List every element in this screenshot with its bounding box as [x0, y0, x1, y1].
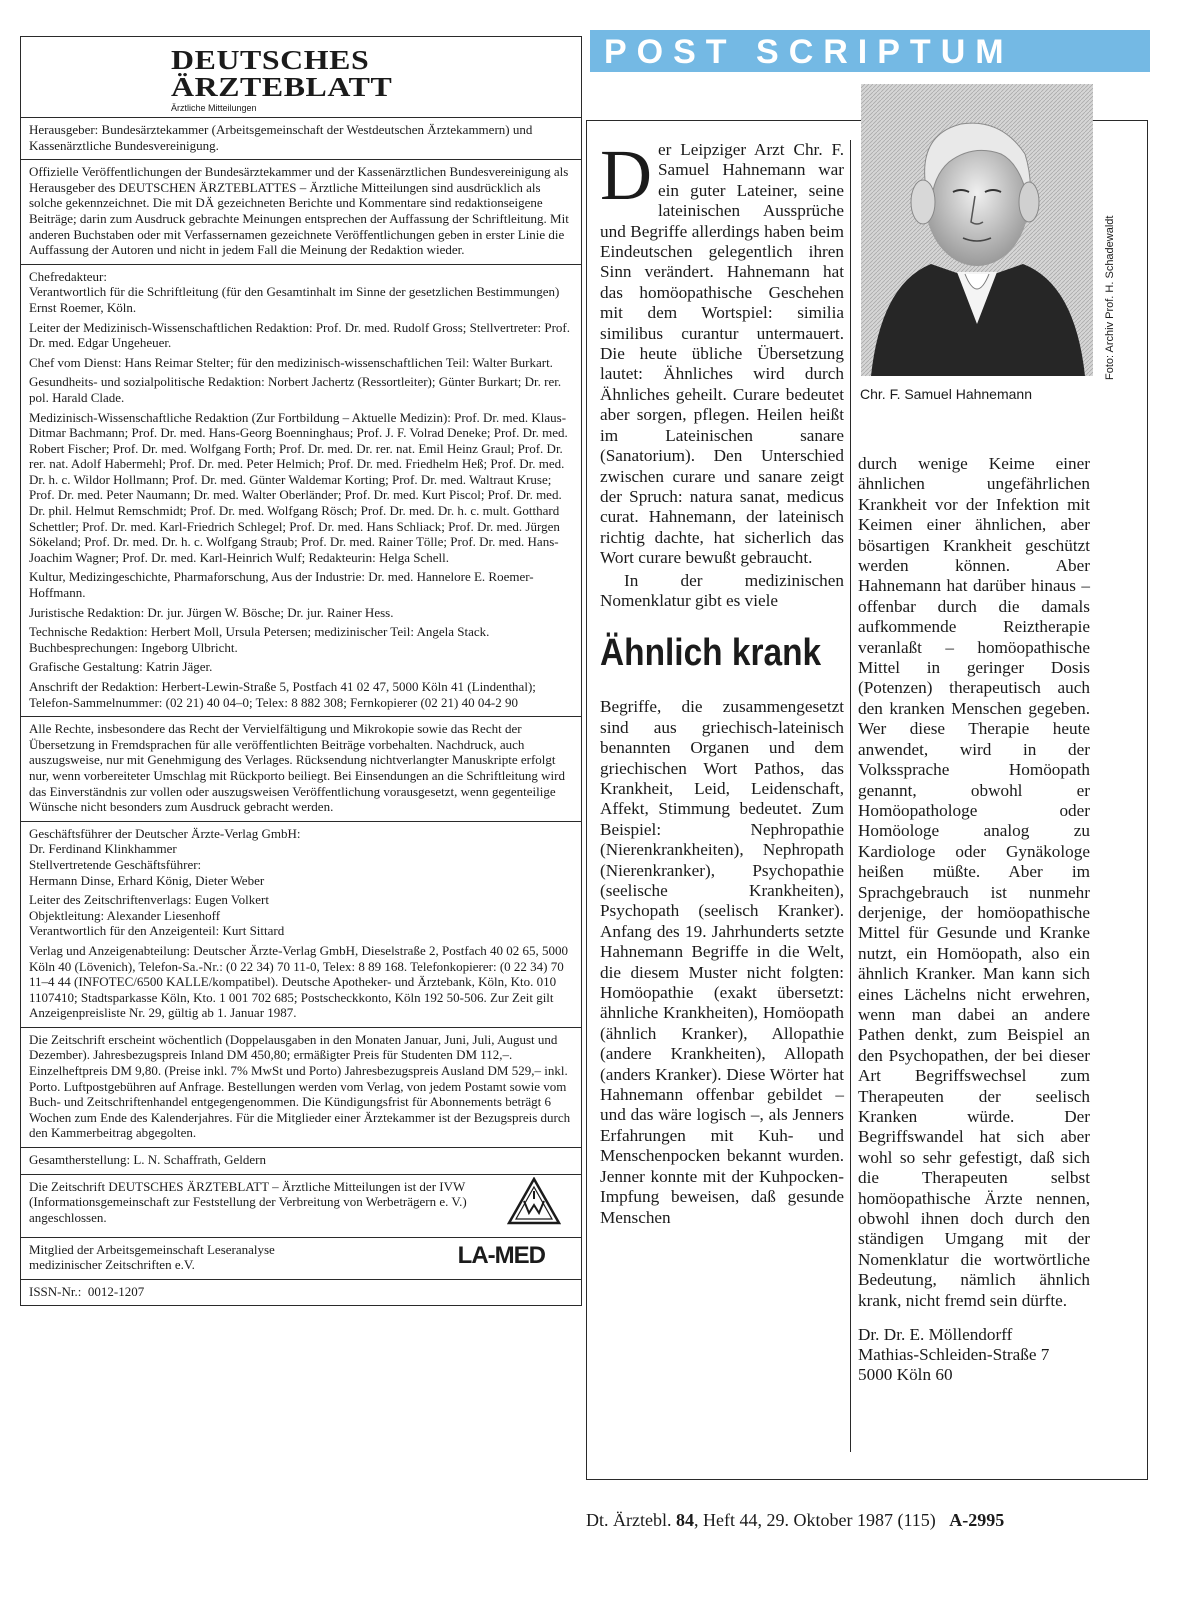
verlag-line: Hermann Dinse, Erhard König, Dieter Weber [29, 872, 265, 888]
author-block [858, 1325, 1090, 1385]
article-paragraph [600, 135, 844, 569]
article-lead-text: er Leipziger Arzt Chr. F. Samuel Hahnemann war ein guter Lateiner, seine lateinischen Aussprüche und Begriffe allerdings haben beim Eindeutschen gelegentlich ihren Sinn verändert. Hahnemann hat das homöopathische Geschehen mit dem Wortspiel: similia similibus curantur untermauert. Die heute übliche Übersetzung lautet: Ähnliches wird durch Ähnliches geheilt. Curare bedeutet aber sorgen, pflegen. Heilen heißt im Lateinischen sanare (Sanatorium). Den Unterschied zwischen curare und sanare zeigt der Spruch: natura sanat, medicus curat. Hahnemann, der lateinisch richtig dachte, hat sicherlich das Wort curare bewußt gebraucht. [600, 140, 844, 568]
footer-issue-date: , Heft 44, 29. Oktober 1987 (115) [693, 1510, 936, 1530]
footer-journal: Dt. Ärztebl. [586, 1510, 672, 1530]
editorial-address: Anschrift der Redaktion: Herbert-Lewin-Straße 5, Postfach 41 02 47, 5000 Köln 41 (Lindenthal); Telefon-Sammelnummer: (02 21) 40 04–0; Telex: 8 882 308; Fernkopierer (02 21) 40 04-2 90 [29, 679, 536, 710]
publisher-management-section [21, 821, 581, 1027]
verlag-line: Verantwortlich für den Anzeigenteil: Kurt Sittard [29, 923, 285, 939]
publisher-section [21, 117, 581, 159]
ivw-section [21, 1174, 581, 1237]
official-notice-section [21, 159, 581, 264]
author-city: 5000 Köln 60 [858, 1365, 953, 1385]
verlag-line: Stellvertretende Geschäftsführer: [29, 856, 202, 872]
verlag-line: Geschäftsführer der Deutscher Ärzte-Verlag GmbH: [29, 825, 301, 841]
rights-section [21, 716, 581, 821]
publisher-text: Herausgeber: Bundesärztekammer (Arbeitsgemeinschaft der Westdeutschen Ärztekammern) und Kassenärztliche Bundesvereinigung. [29, 122, 533, 153]
post-scriptum-banner [590, 30, 1150, 72]
official-notice-text: Offizielle Veröffentlichungen der Bundesärztekammer und der Kassenärztlichen Bundesvereinigung als Herausgeber des DEUTSCHEN ÄRZTEBLATTES – Ärztliche Mitteilungen sind ausdrücklich als solche gekennzeichnet. Die mit DÄ gezeichneten Berichte und Kommentare sind redaktionseigene Beiträge; darin zum Ausdruck gebrachte Meinungen entsprechen der Auffassung der Schriftleitung. Mit anderen Buchstaben oder mit Verfassernamen gezeichnete Veröffentlichungen geben in erster Linie die Auffassung der Autoren und nicht in jedem Fall die Meinung der Redaktion wieder. [29, 164, 569, 258]
article-column-2 [858, 454, 1090, 1385]
post-scriptum-title: POST SCRIPTUM [604, 33, 1014, 71]
column-divider [850, 140, 851, 1452]
ivw-text: Die Zeitschrift DEUTSCHES ÄRZTEBLATT – Ärztliche Mitteilungen ist der IVW (Informationsgemeinschaft zur Feststellung der Verbreitung von Werbeträgern e. V.) angeschlossen. [29, 1178, 467, 1225]
issn-text: ISSN-Nr.: 0012-1207 [29, 1283, 145, 1299]
editorial-line: Grafische Gestaltung: Katrin Jäger. [29, 659, 213, 675]
editorial-line: Technische Redaktion: Herbert Moll, Ursula Petersen; medizinischer Teil: Angela Stack. Buchbesprechungen: Ingeborg Ulbricht. [29, 624, 490, 655]
editorial-line: Juristische Redaktion: Dr. jur. Jürgen W. Bösche; Dr. jur. Rainer Hess. [29, 604, 394, 620]
hahnemann-portrait-image [861, 84, 1093, 376]
page-footer [586, 1510, 1004, 1531]
editorial-line: Kultur, Medizingeschichte, Pharmaforschung, Aus der Industrie: Dr. med. Hannelore E. Roemer-Hoffmann. [29, 569, 534, 601]
editorial-line: Medizinisch-Wissenschaftliche Redaktion (Zur Fortbildung – Aktuelle Medizin): Prof. Dr. med. Klaus-Ditmar Bachmann; Prof. Dr. med. Hans-Georg Boenninghaus; Prof. J. F. Volrad Deneke; Prof. Dr. med. Robert Fischer; Prof. Dr. med. Wolfgang Forth; Prof. Dr. med. Dr. rer. nat. Emil Heinz Graul; Prof. Dr. rer. nat. Adolf Habermehl; Prof. Dr. med. Peter Helmich; Prof. Dr. med. Friedhelm Heß; Prof. Dr. med. Dr. h. c. Wildor Hollmann; Prof. Dr. med. Günter Waldemar Korting; Prof. Dr. med. Waltraut Kruse; Prof. Dr. med. Peter Naumann; Dr. med. Walter Oberländer; Prof. Dr. med. Kurt Piscol; Prof. Dr. med. Dr. phil. Helmut Remschmidt; Prof. Dr. med. Wolfgang Rösch; Prof. Dr. med. Dr. h. c. mult. Gotthard Schettler; Prof. Dr. med. Karl-Friedrich Schlegel; Prof. Dr. med. Hans Schliack; Prof. Dr. med. Jürgen Sökeland; Prof. Dr. med. Dr. h. c. Wolfgang Straub; Prof. Dr. med. Rainer Tölle; Prof. Dr. med. Hans-Joachim Wagner; Prof. Dr. med. Karl-Heinrich Wulf; Redakteurin: Helga Schell. [29, 409, 568, 565]
subscription-text: Die Zeitschrift erscheint wöchentlich (Doppelausgaben in den Monaten Januar, Juni, Juli, August und Dezember). Jahresbezugspreis Inland DM 450,80; ermäßigter Preis für Studenten DM 112,–. Einzelheftpreis DM 9,80. (Preise inkl. 7% MwSt und Porto) Jahresbezugspreis Ausland DM 529,– inkl. Porto. Luftpostgebühren auf Anfrage. Bestellungen werden vom Verlag, von jedem Postamt sowie vom Buch- und Zeitschriftenhandel entgegengenommen. Die Kündigungsfrist für Abonnements beträgt 6 Wochen zum Ende des Kalenderjahres. Für die Mitglieder einer Ärztekammer ist der Bezugspreis durch den Kammerbeitrag abgegolten. [29, 1031, 571, 1141]
article-column-1 [600, 135, 844, 1228]
printing-section [21, 1147, 581, 1174]
verlag-line: Dr. Ferdinand Klinkhammer [29, 841, 177, 857]
article-paragraph: durch wenige Keime einer ähnlichen ungefährlichen Krankheit vor der Infektion mit Keimen einer ähnlichen, aber bösartigen Krankheit geschützt werden können. Aber Hahnemann hat darüber hinaus – offenbar durch die damals aufkommende Reiztherapie veranlaßt – homöopathische Mittel in geringer Dosis (Potenzen) therapeutisch auch den kranken Menschen gegeben. Wer diese Therapie heute anwendet, wird in der Volkssprache Homöopath genannt, obwohl er Homöopathologe oder Homöologe analog zu Kardiologe oder Gynäkologe heißen müßte. Aber im Sprachgebrauch ist nunmehr derjenige, der homöopathische Mittel für Gesunde und Kranke nutzt, ein Homöopath, also ein ähnlich Kranker. Man kann sich eines Lächelns nicht erwehren, wenn man dabei an andere Pathen denkt, zum Beispiel an den Psychopathen, der bei dieser Art Begriffswechsel zum Therapeuten der seelisch Kranken würde. Der Begriffswandel hat sich aber wohl so sehr gefestigt, daß sich die Therapeuten selbst homöopathische Ärzte nennen, obwohl ihnen doch durch den ständigen Umgang mit der Nomenklatur die wortwörtliche Bedeutung, nämlich ähnlich krank, nicht fremd sein dürfte. [858, 454, 1090, 1310]
editorial-line: Chefredakteur: [29, 268, 107, 284]
article-paragraph: In der medizinischen Nomenklatur gibt es viele [600, 570, 844, 610]
masthead-title-line2: ÄRZTEBLATT [171, 72, 393, 102]
issn-section [21, 1279, 581, 1306]
verlag-line: Objektleitung: Alexander Liesenhoff [29, 907, 221, 923]
editorial-line: Verantwortlich für die Schriftleitung (für den Gesamtinhalt im Sinne der gesetzlichen Bestimmungen) [29, 284, 560, 300]
verlag-address: Verlag und Anzeigenabteilung: Deutscher Ärzte-Verlag GmbH, Dieselstraße 2, Postfach 40 02 65, 5000 Köln 40 (Lövenich), Telefon-Sa.-Nr.: (0 22 34) 70 11-0, Telex: 8 89 168. Telefonkopierer: (0 22 34) 70 11–4 44 (INFOTEC/6500 KALLE/kompatibel). Deutsche Apotheker- und Ärztebank, Köln, Kto. 010 1107410; Stadtsparkasse Köln, Kto. 1 001 702 685; Postscheckkonto, Köln 192 50-506. Zur Zeit gilt Anzeigenpreisliste Nr. 29, gültig ab 1. Januar 1987. [29, 942, 568, 1021]
author-name: Dr. Dr. E. Möllendorff [858, 1325, 1013, 1345]
editorial-line: Chef vom Dienst: Hans Reimar Stelter; für den medizinisch-wissenschaftlichen Teil: Walter Burkart. [29, 354, 553, 370]
article-headline: Ähnlich krank [600, 632, 822, 675]
article-paragraph: Begriffe, die zusammengesetzt sind aus griechisch-lateinisch benannten Organen und dem griechischen Wort Pathos, das Krankheit, Leid, Leidenschaft, Affekt, Stimmung bedeutet. Zum Beispiel: Nephropathie (Nierenkrankheiten), Nephropath (Nierenkranker), Psychopathie (seelische Krankheiten), Psychopath (seelisch Kranker). Anfang des 19. Jahrhunderts setzte Hahnemann Begriffe in die Welt, die diesem Muster nicht folgten: Homöopathie (exakt übersetzt: ähnliche Krankheiten), Homöopath (ähnlich Kranker), Allopathie (andere Krankheiten), Allopath (anders Kranker). Diese Wörter hat Hahnemann offenbar gebildet – und das wäre logisch –, als Jenners Erfahrungen mit Kuh- und Menschenpocken bekannt wurden. Jenner konnte mit der Kuhpocken-Impfung beweisen, daß gesunde Menschen [600, 697, 844, 1227]
portrait-caption: Chr. F. Samuel Hahnemann [860, 386, 1032, 402]
masthead-subtitle: Ärztliche Mitteilungen [171, 103, 257, 113]
editorial-line: Gesundheits- und sozialpolitische Redaktion: Norbert Jachertz (Ressortleiter); Günter Burkart; Dr. rer. pol. Harald Clade. [29, 374, 562, 405]
subscription-section [21, 1027, 581, 1147]
verlag-line: Leiter des Zeitschriftenverlags: Eugen Volkert [29, 892, 269, 908]
editorial-staff-section [21, 264, 581, 716]
footer-page-number: A-2995 [949, 1510, 1005, 1530]
lamed-logo: LA-MED [457, 1241, 545, 1269]
photo-credit: Foto: Archiv Prof. H. Schadewaldt [1104, 215, 1116, 380]
footer-volume: 84 [675, 1510, 694, 1530]
masthead [21, 37, 581, 117]
lamed-text: Mitglied der Arbeitsgemeinschaft Leseranalyse medizinischer Zeitschriften e.V. [29, 1241, 275, 1273]
ivw-logo-icon [507, 1177, 561, 1227]
impressum-box [20, 36, 582, 1306]
author-street: Mathias-Schleiden-Straße 7 [858, 1345, 1050, 1365]
editorial-line: Leiter der Medizinisch-Wissenschaftlichen Redaktion: Prof. Dr. med. Rudolf Gross; Stellvertreter: Prof. Dr. med. Edgar Ungeheuer. [29, 319, 571, 351]
printing-text: Gesamtherstellung: L. N. Schaffrath, Geldern [29, 1152, 266, 1168]
masthead-title-line1: DEUTSCHES [171, 45, 370, 75]
drop-cap: D [600, 135, 652, 215]
lamed-section [21, 1237, 581, 1279]
rights-text: Alle Rechte, insbesondere das Recht der Vervielfältigung und Mikrokopie sowie das Recht der Übersetzung in Fremdsprachen für alle veröffentlichten Beiträge vorbehalten. Nachdruck, auch auszugsweise, nur mit Genehmigung des Verlages. Rücksendung nichtverlangter Manuskripte erfolgt nur, wenn vorbereiteter Umschlag mit Rückporto beiliegt. Bei Einsendungen an die Schriftleitung wird das Einverständnis zur vollen oder auszugsweisen Veröffentlichung vorausgesetzt, wenn gegenteilige Wünsche nicht besonders zum Ausdruck gebracht werden. [29, 721, 565, 815]
editorial-line: Ernst Roemer, Köln. [29, 299, 137, 315]
